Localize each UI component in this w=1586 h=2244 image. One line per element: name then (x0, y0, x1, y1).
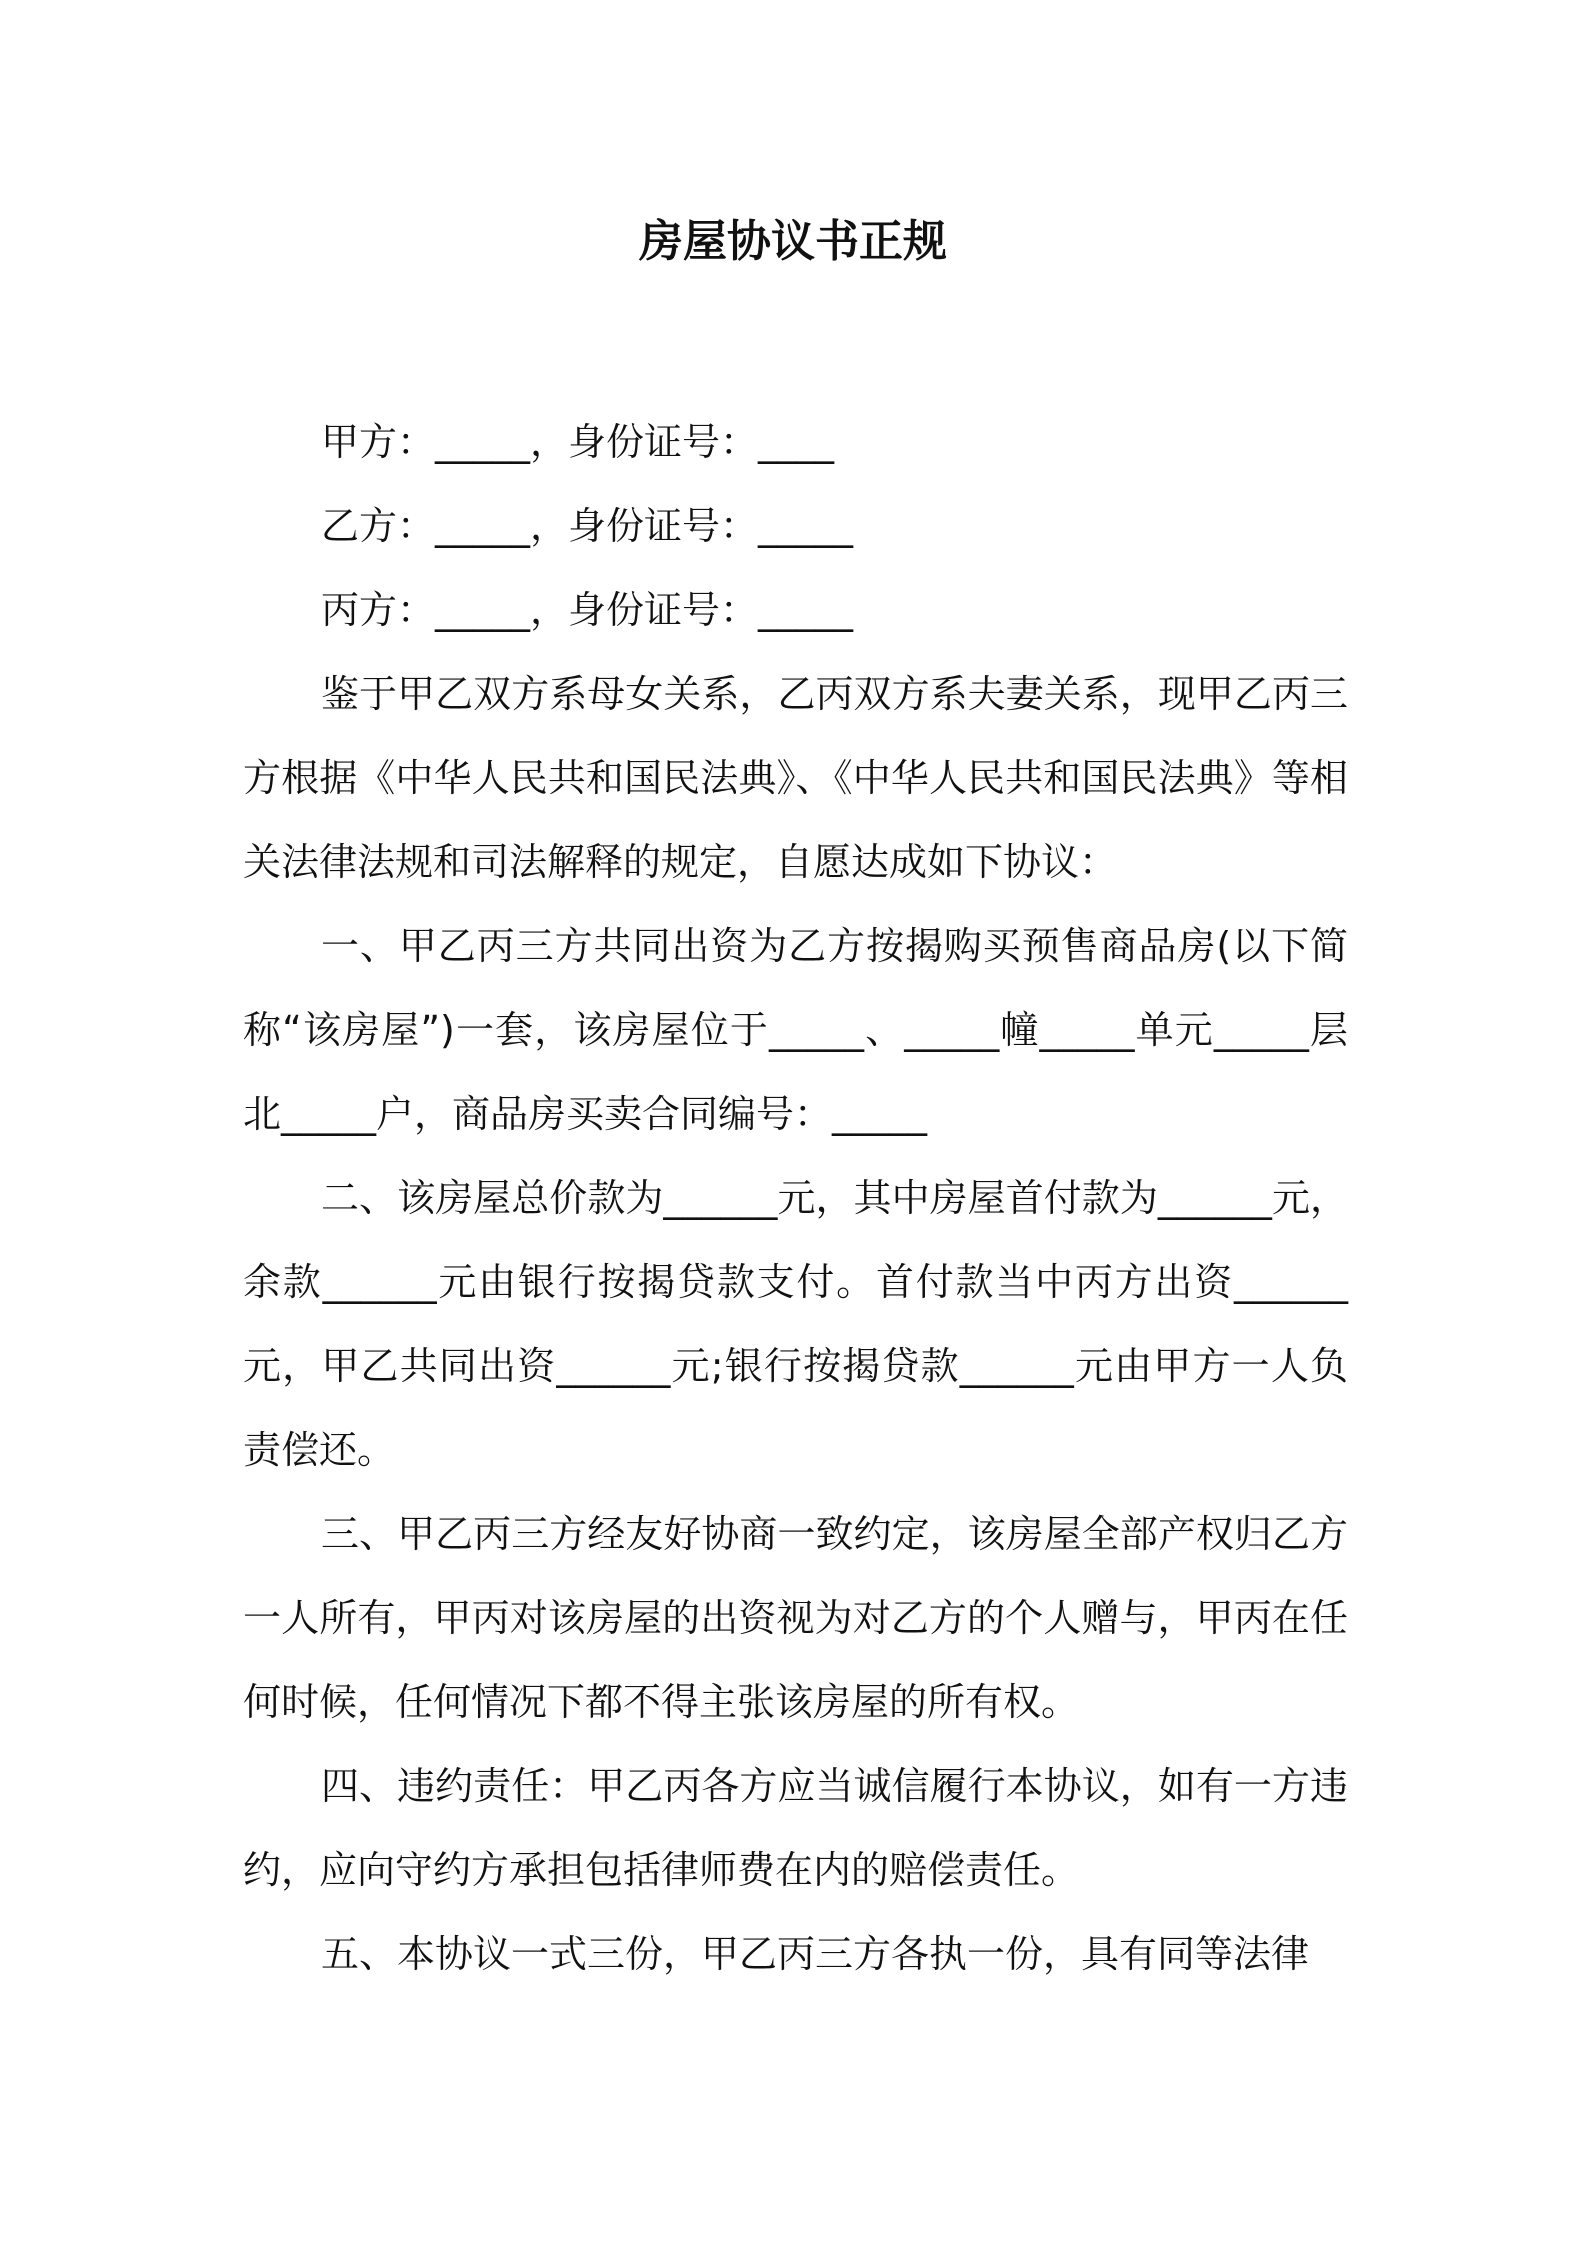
clause-1-paragraph: 一、甲乙丙三方共同出资为乙方按揭购买预售商品房(以下简称“该房屋”)一套，该房屋位于_____、_____幢_____单元_____层北_____户，商品房买卖合同编号：_____ (243, 924, 1348, 1136)
clause-2-paragraph: 二、该房屋总价款为______元，其中房屋首付款为______元，余款______元由银行按揭贷款支付。首付款当中丙方出资______元，甲乙共同出资______元;银行按揭贷款______元由甲方一人负责偿还。 (243, 1176, 1348, 1472)
preamble-paragraph: 鉴于甲乙双方系母女关系，乙丙双方系夫妻关系，现甲乙丙三方根据《中华人民共和国民法典》、《中华人民共和国民法典》等相关法律法规和司法解释的规定，自愿达成如下协议： (243, 672, 1348, 884)
document-body (243, 400, 1348, 1996)
clause-3-paragraph: 三、甲乙丙三方经友好协商一致约定，该房屋全部产权归乙方一人所有，甲丙对该房屋的出资视为对乙方的个人赠与，甲丙在任何时候，任何情况下都不得主张该房屋的所有权。 (243, 1512, 1348, 1724)
party-c-line: 丙方：_____，身份证号：_____ (321, 588, 854, 632)
clause-5-paragraph: 五、本协议一式三份，甲乙丙三方各执一份，具有同等法律 (321, 1932, 1310, 1976)
clause-4-paragraph: 四、违约责任：甲乙丙各方应当诚信履行本协议，如有一方违约，应向守约方承担包括律师费在内的赔偿责任。 (243, 1764, 1348, 1892)
party-a-line: 甲方：_____，身份证号：____ (321, 420, 835, 464)
document-title: 房屋协议书正规 (639, 216, 947, 267)
party-b-line: 乙方：_____，身份证号：_____ (321, 504, 854, 548)
